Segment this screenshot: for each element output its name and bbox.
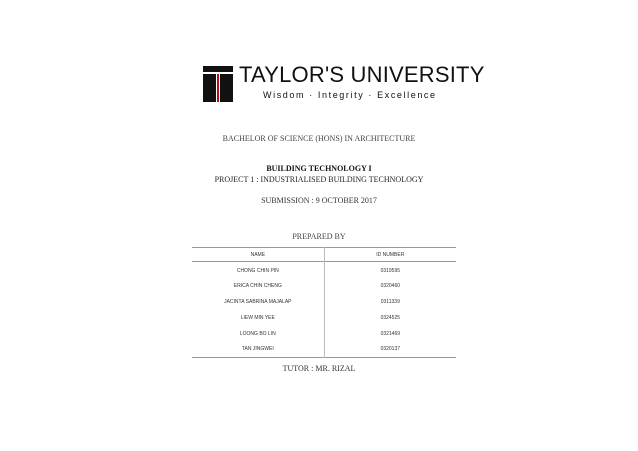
project-title: PROJECT 1 : INDUSTRIALISED BUILDING TECHNOLOGY [214,175,424,184]
table-row [192,278,456,294]
university-logo [203,62,485,106]
table-header-row [192,248,456,262]
course-title: BUILDING TECHNOLOGY I [266,164,372,173]
member-name: ERICA CHIN CHENG [192,278,324,294]
member-name: TAN JINGWEI [192,342,324,358]
member-id: 0320137 [380,346,401,353]
logo-tagline: Wisdom · Integrity · Excellence [263,90,437,100]
member-id: 0321469 [380,330,401,337]
table-row [192,326,456,342]
member-name: LIEW MIN YEE [192,310,324,326]
prepared-by-heading: PREPARED BY [292,232,346,241]
member-id: 0311339 [380,298,400,305]
member-id: 0324525 [380,314,401,321]
tutor-name: TUTOR : MR. RIZAL [282,364,356,373]
degree-title: BACHELOR OF SCIENCE (HONS) IN ARCHITECTURE [222,134,416,143]
member-id: 0320460 [380,282,401,289]
table-row [192,310,456,326]
member-name: CHONG CHIN PIN [192,262,324,278]
logo-wordmark: TAYLOR'S UNIVERSITY [239,62,485,87]
member-name: JACINTA SABRINA MAJALAP [192,294,324,310]
member-id: 0319595 [380,267,401,274]
taylors-emblem-icon [203,66,233,102]
table-row [192,262,456,278]
members-table [192,247,456,358]
submission-date: SUBMISSION : 9 OCTOBER 2017 [261,196,377,205]
table-row [192,342,456,358]
column-header-id: ID NUMBER [376,251,405,258]
column-header-name: NAME [192,248,324,262]
member-name: LOONG BO LIN [192,326,324,342]
table-row [192,294,456,310]
